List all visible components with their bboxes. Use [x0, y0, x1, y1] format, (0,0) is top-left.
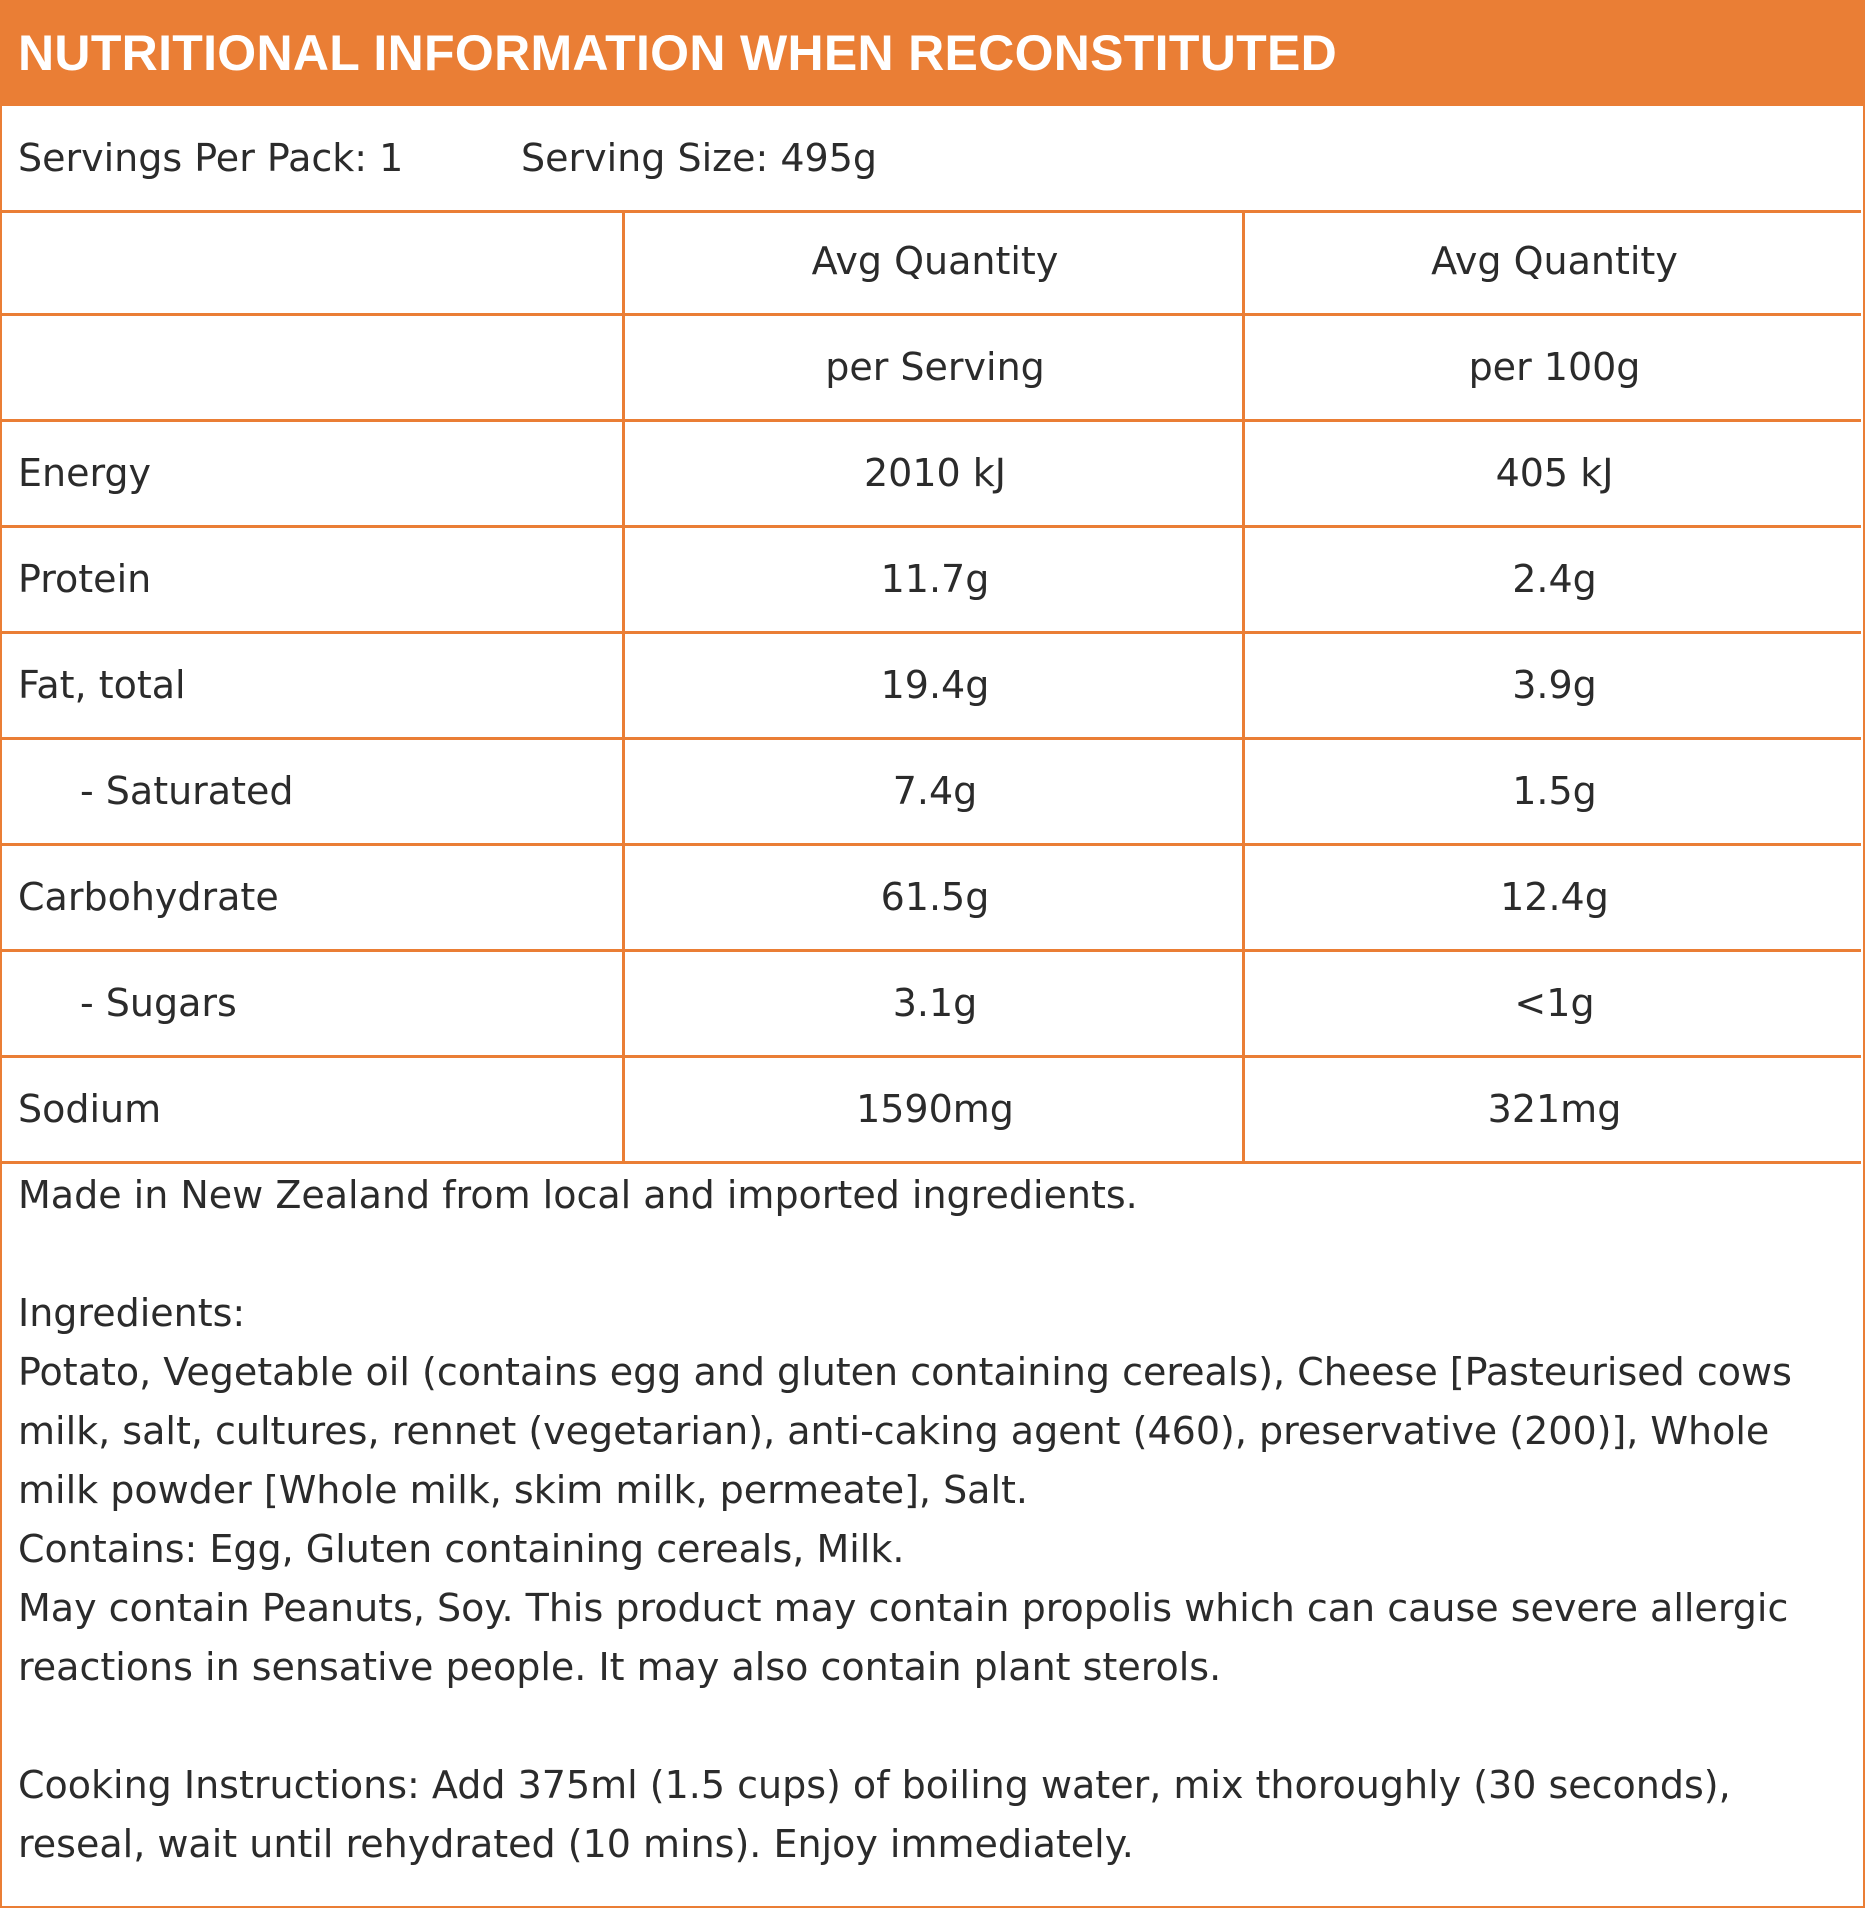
- nutrient-label: - Sugars: [80, 981, 237, 1025]
- allergen-may-contain: May contain Peanuts, Soy. This product may contain propolis which can cause severe allergic reactions in sensative people. It may also contain plant sterols.: [18, 1586, 1789, 1689]
- nutrition-table: [0, 210, 1861, 1164]
- header-cell-per-100g: per 100g: [1242, 316, 1864, 419]
- nutrient-label: Fat, total: [18, 663, 186, 707]
- panel-title: NUTRITIONAL INFORMATION WHEN RECONSTITUTED: [18, 25, 1337, 81]
- header-cell-label: [0, 210, 620, 313]
- per-serving-value: 19.4g: [622, 634, 1245, 737]
- table-row: [0, 846, 1861, 952]
- allergen-contains: Contains: Egg, Gluten containing cereals, Milk.: [18, 1527, 905, 1571]
- ingredients-list: Potato, Vegetable oil (contains egg and gluten containing cereals), Cheese [Pasteurised cows milk, salt, cultures, rennet (vegetarian), anti-caking agent (460), preservative (200)], Whole milk powder [Whole milk, skim milk, permeate], Salt.: [18, 1350, 1792, 1512]
- per-100g-value: 1.5g: [1242, 740, 1864, 843]
- table-row: [0, 740, 1861, 846]
- table-header-row: [0, 316, 1861, 422]
- header-cell-label: [0, 316, 620, 419]
- table-row: [0, 528, 1861, 634]
- per-100g-value: 321mg: [1242, 1058, 1864, 1161]
- table-row: [0, 952, 1861, 1058]
- per-serving-value: 3.1g: [622, 952, 1245, 1055]
- nutrient-label: Carbohydrate: [18, 875, 279, 919]
- per-serving-value: 1590mg: [622, 1058, 1245, 1161]
- header-cell-per-serving: Avg Quantity: [622, 210, 1245, 313]
- per-100g-value: 405 kJ: [1242, 422, 1864, 525]
- table-row: [0, 1058, 1861, 1164]
- serving-size: Serving Size: 495g: [521, 136, 877, 180]
- product-notes: [18, 1166, 1848, 1874]
- servings-per-pack: Servings Per Pack: 1: [18, 136, 404, 180]
- nutrient-label: - Saturated: [80, 769, 294, 813]
- panel-header: [0, 0, 1865, 106]
- table-row: [0, 422, 1861, 528]
- cooking-instructions: Cooking Instructions: Add 375ml (1.5 cups) of boiling water, mix thoroughly (30 seconds), reseal, wait until rehydrated (10 mins). Enjoy immediately.: [18, 1763, 1731, 1866]
- header-cell-per-100g: Avg Quantity: [1242, 210, 1864, 313]
- per-serving-value: 2010 kJ: [622, 422, 1245, 525]
- per-100g-value: 12.4g: [1242, 846, 1864, 949]
- table-header-row: [0, 210, 1861, 316]
- per-serving-value: 61.5g: [622, 846, 1245, 949]
- nutrient-label: Sodium: [18, 1087, 162, 1131]
- servings-row: [0, 106, 1861, 213]
- nutrient-label: Protein: [18, 557, 152, 601]
- header-cell-per-serving: per Serving: [622, 316, 1245, 419]
- ingredients-heading: Ingredients:: [18, 1291, 246, 1335]
- per-serving-value: 7.4g: [622, 740, 1245, 843]
- per-100g-value: 2.4g: [1242, 528, 1864, 631]
- per-serving-value: 11.7g: [622, 528, 1245, 631]
- per-100g-value: 3.9g: [1242, 634, 1864, 737]
- table-row: [0, 634, 1861, 740]
- origin-statement: Made in New Zealand from local and imported ingredients.: [18, 1173, 1138, 1217]
- nutrient-label: Energy: [18, 451, 152, 495]
- per-100g-value: <1g: [1242, 952, 1864, 1055]
